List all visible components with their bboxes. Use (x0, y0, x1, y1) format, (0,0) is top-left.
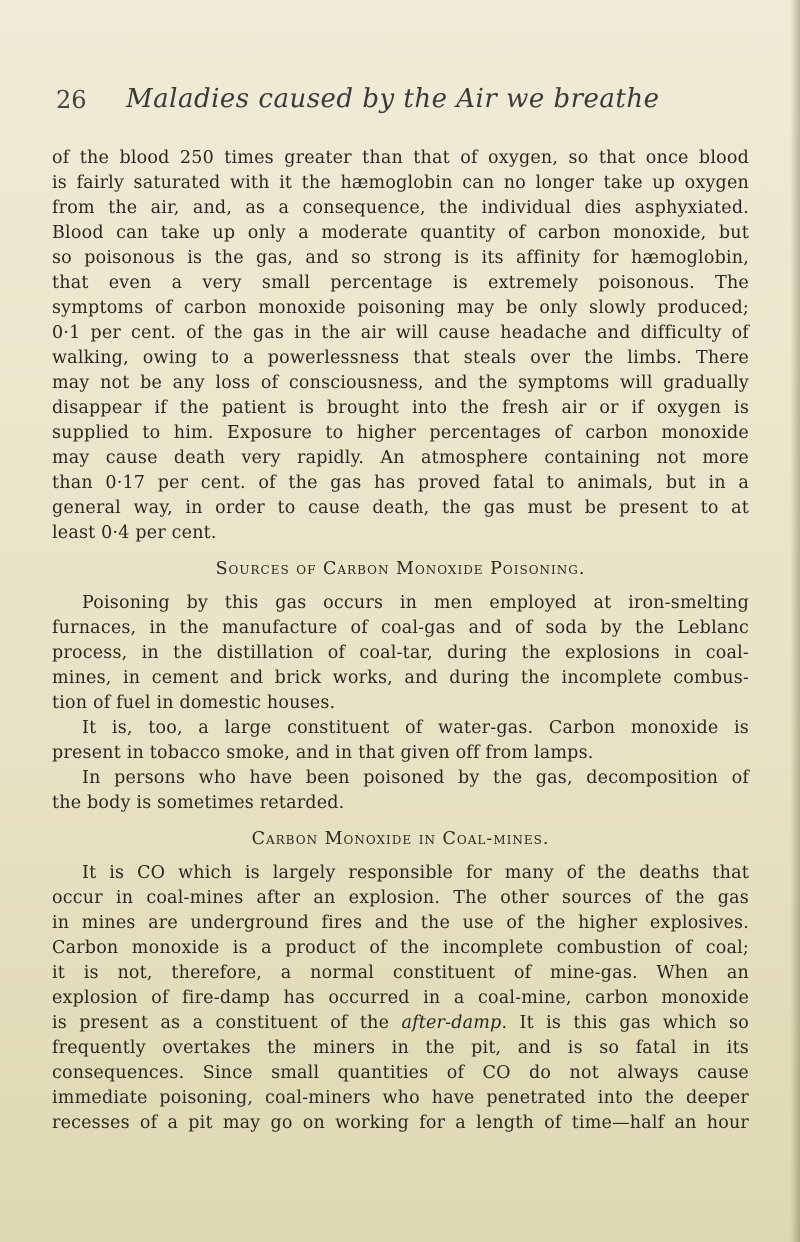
text-line: may not be any loss of consciousness, and the symptoms will gradually (52, 373, 749, 393)
text-line: that even a very small percentage is extremely poisonous. The (52, 273, 749, 293)
page-number: 26 (56, 86, 87, 114)
text-line: than 0·17 per cent. of the gas has proved fatal to animals, but in a (52, 473, 749, 493)
paragraph-coal-mines (52, 861, 749, 1136)
page-header (56, 86, 756, 126)
text-line (52, 1011, 749, 1036)
text-line: process, in the distillation of coal-tar, during the explosions in coal- (52, 643, 749, 663)
text-line: occur in coal-mines after an explosion. The other sources of the gas (52, 888, 749, 908)
text-line: 0·1 per cent. of the gas in the air will cause headache and difficulty of (52, 323, 749, 343)
text-line: consequences. Since small quantities of CO do not always cause (52, 1063, 749, 1083)
text-line: It is CO which is largely responsible for many of the deaths that (82, 863, 749, 883)
text-line: furnaces, in the manufacture of coal-gas and of soda by the Leblanc (52, 618, 749, 638)
text-line: immediate poisoning, coal-miners who have penetrated into the deeper (52, 1088, 749, 1108)
page-body (52, 146, 749, 1136)
text-run: is present as a constituent of the (52, 1013, 402, 1033)
page-edge-shadow (790, 0, 800, 1242)
text-line: Carbon monoxide is a product of the incomplete combustion of coal; (52, 938, 749, 958)
paragraph-decomposition (52, 766, 749, 816)
text-line: the body is sometimes retarded. (52, 793, 345, 813)
text-line: It is, too, a large constituent of water-gas. Carbon monoxide is (82, 718, 749, 738)
text-run: . It is this gas which so (501, 1013, 749, 1033)
text-line: disappear if the patient is brought into the fresh air or if oxygen is (52, 398, 749, 418)
running-title: Maladies caused by the Air we breathe (126, 84, 660, 114)
text-line: from the air, and, as a consequence, the individual dies asphyxiated. (52, 198, 749, 218)
text-line: walking, owing to a powerlessness that steals over the limbs. There (52, 348, 749, 368)
paragraph-sources (52, 591, 749, 716)
text-line: Blood can take up only a moderate quantity of carbon monoxide, but (52, 223, 749, 243)
text-line: symptoms of carbon monoxide poisoning may be only slowly produced; (52, 298, 749, 318)
text-line: mines, in cement and brick works, and during the incomplete combus- (52, 668, 749, 688)
text-line: supplied to him. Exposure to higher percentages of carbon monoxide (52, 423, 749, 443)
italic-term-after-damp: after-damp (401, 1013, 502, 1033)
text-line: of the blood 250 times greater than that of oxygen, so that once blood (52, 148, 749, 168)
text-line: In persons who have been poisoned by the gas, decomposition of (82, 768, 749, 788)
section-heading-coal-mines: Carbon Monoxide in Coal-mines. (251, 829, 550, 849)
text-line: explosion of fire-damp has occurred in a coal-mine, carbon monoxide (52, 988, 749, 1008)
text-line: recesses of a pit may go on working for a length of time—half an hour (52, 1113, 749, 1133)
text-line: so poisonous is the gas, and so strong is its affinity for hæmoglobin, (52, 248, 749, 268)
text-line: present in tobacco smoke, and in that given off from lamps. (52, 743, 594, 763)
text-line: may cause death very rapidly. An atmosphere containing not more (52, 448, 749, 468)
text-line: tion of fuel in domestic houses. (52, 693, 336, 713)
text-line: in mines are underground fires and the use of the higher explosives. (52, 913, 749, 933)
paragraph-water-gas (52, 716, 749, 766)
text-line: it is not, therefore, a normal constituent of mine-gas. When an (52, 963, 749, 983)
text-line: general way, in order to cause death, the gas must be present to at (52, 498, 749, 518)
text-line: least 0·4 per cent. (52, 523, 217, 543)
paragraph-blood-affinity (52, 146, 749, 546)
section-heading-sources: Sources of Carbon Monoxide Poisoning. (215, 559, 586, 579)
text-line: is fairly saturated with it the hæmoglobin can no longer take up oxygen (52, 173, 749, 193)
text-line: frequently overtakes the miners in the pit, and is so fatal in its (52, 1038, 749, 1058)
text-line: Poisoning by this gas occurs in men employed at iron-smelting (82, 593, 749, 613)
